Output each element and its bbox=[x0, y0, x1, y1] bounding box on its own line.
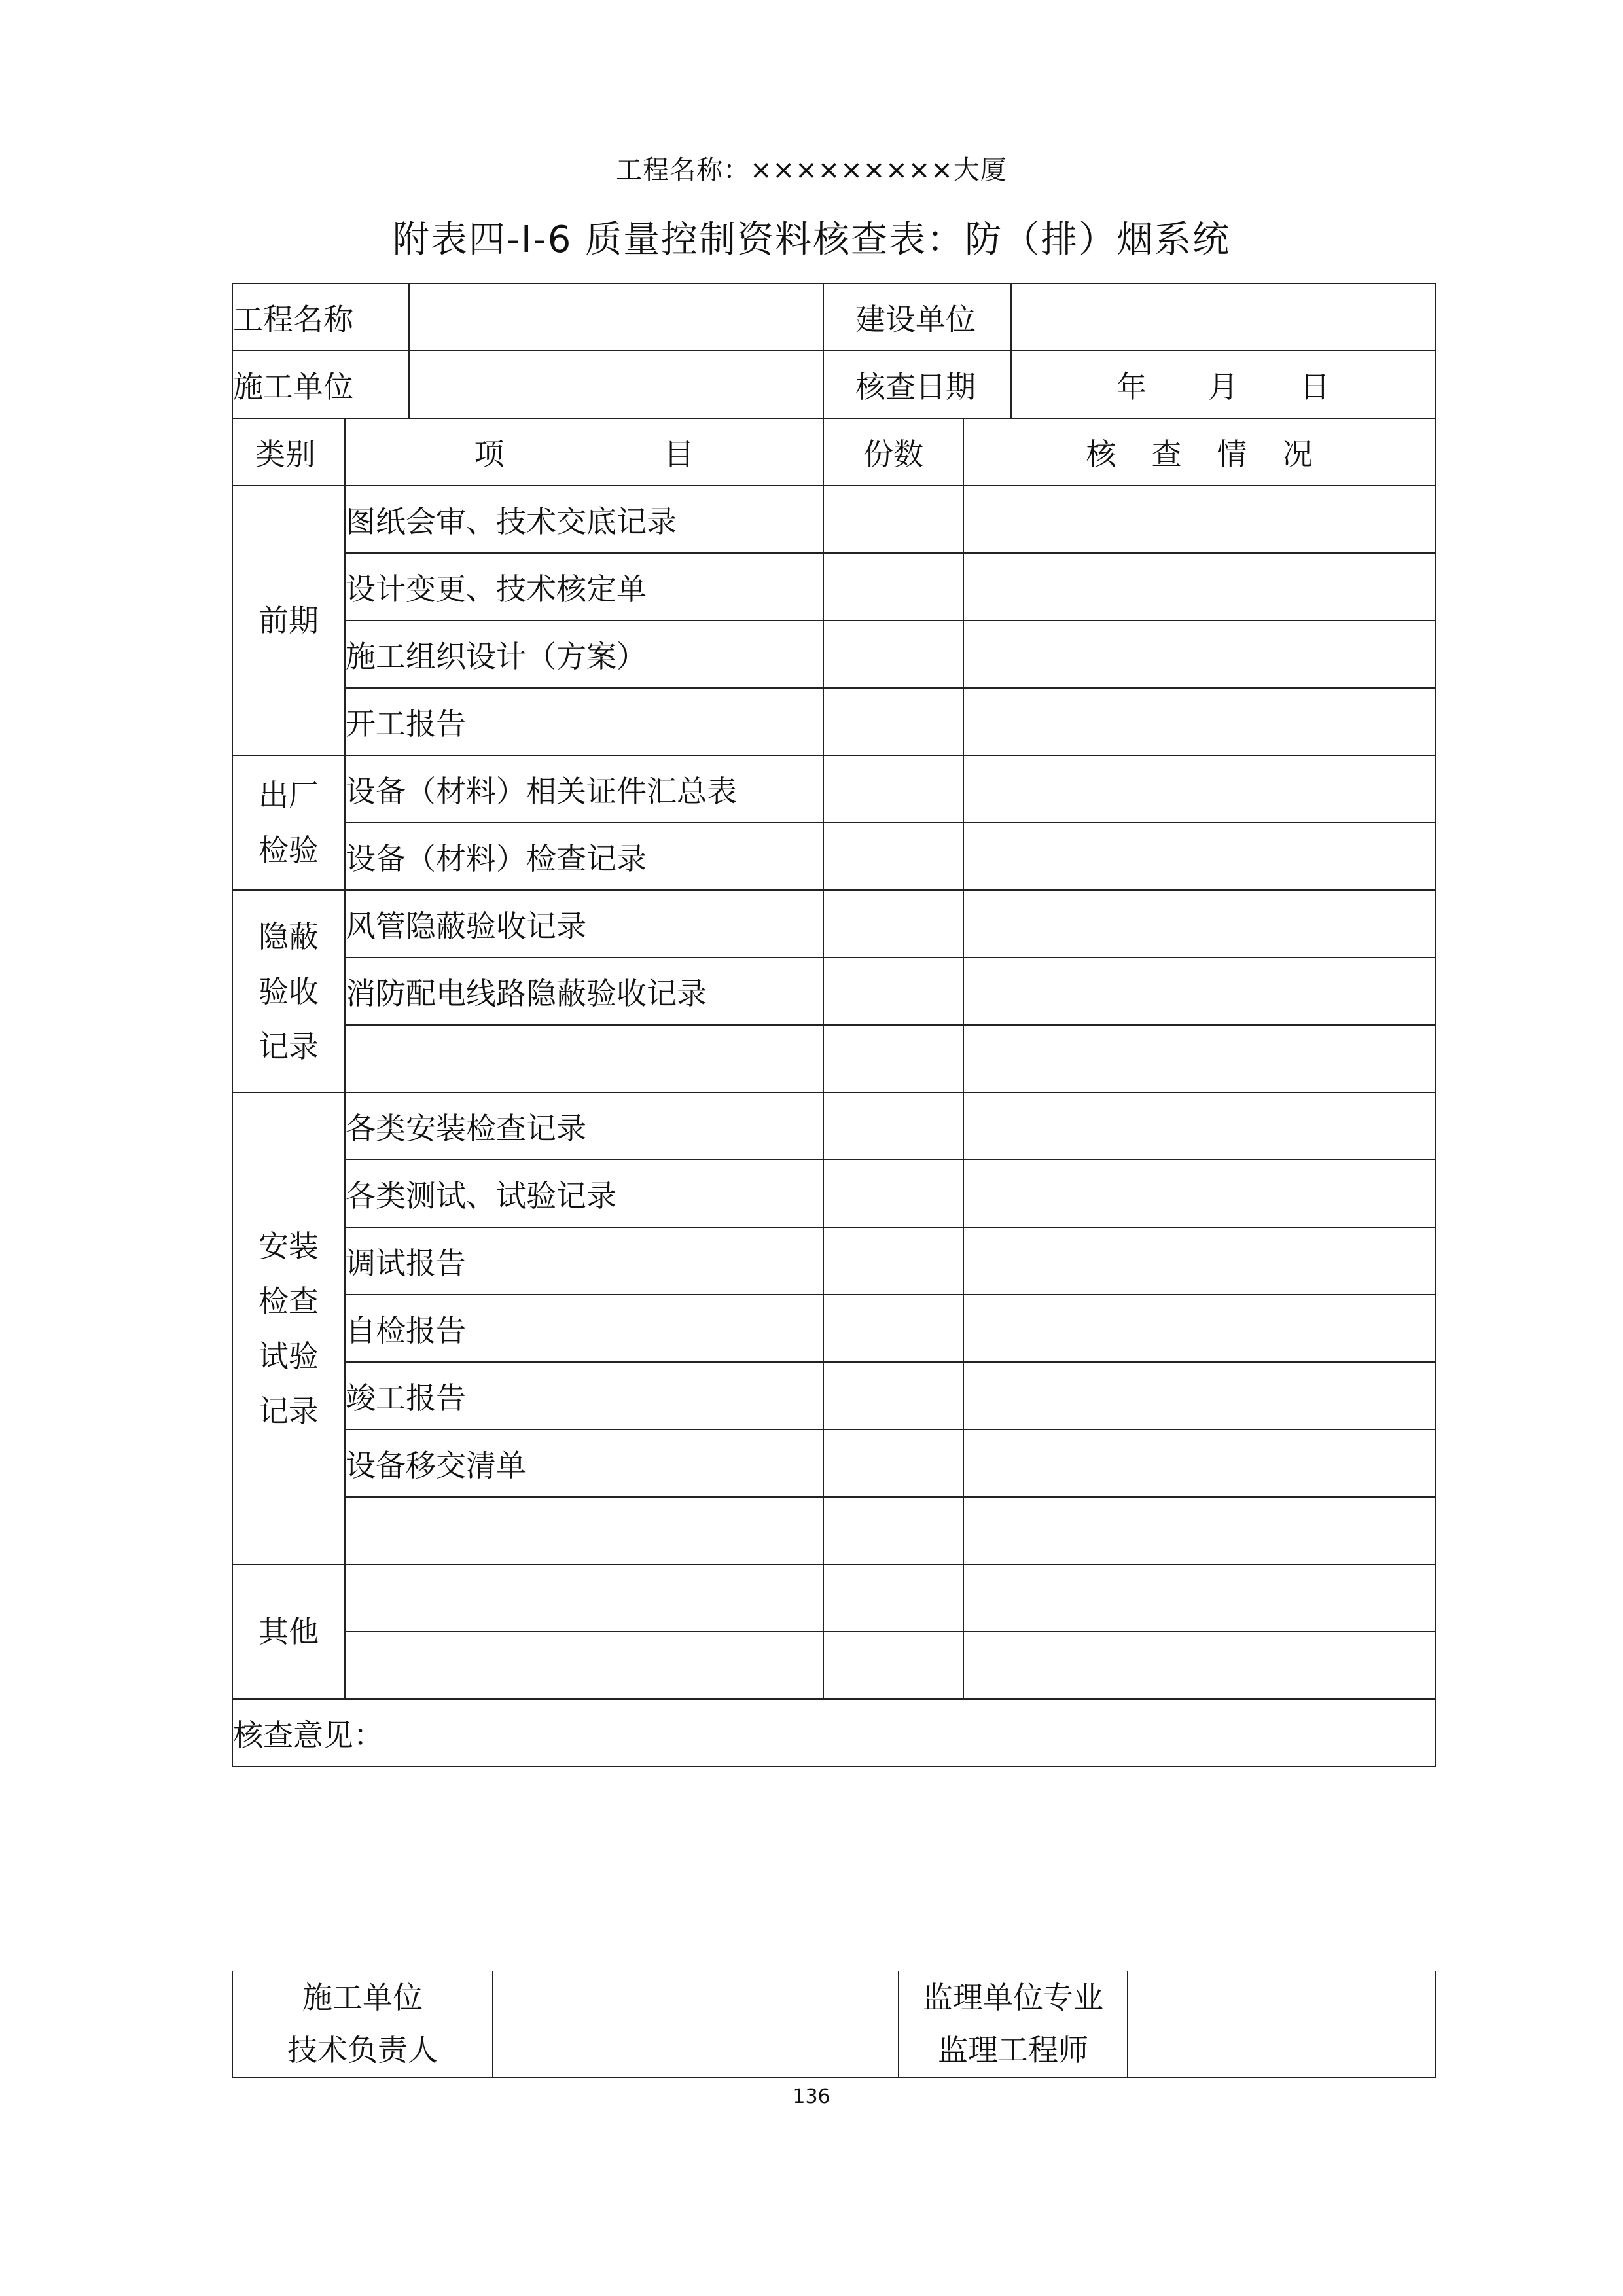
copies-cell[interactable] bbox=[823, 1362, 963, 1429]
contractor-field[interactable] bbox=[409, 351, 823, 418]
copies-cell[interactable] bbox=[823, 1160, 963, 1227]
table-row bbox=[232, 1295, 1435, 1362]
item-cell: 各类测试、试验记录 bbox=[345, 1160, 823, 1227]
status-header bbox=[963, 418, 1435, 486]
item-header bbox=[345, 418, 823, 486]
contractor-tech-lead-label bbox=[232, 1971, 493, 2077]
status-cell[interactable] bbox=[963, 755, 1435, 823]
item-cell: 风管隐蔽验收记录 bbox=[345, 890, 823, 958]
copies-cell[interactable] bbox=[823, 1295, 963, 1362]
column-header-row bbox=[232, 418, 1435, 486]
check-date-label: 核查日期 bbox=[823, 351, 1011, 418]
table-row bbox=[232, 486, 1435, 553]
date-year: 年 bbox=[1116, 368, 1147, 404]
signature-row bbox=[232, 1971, 1435, 2077]
copies-cell[interactable] bbox=[823, 1564, 963, 1632]
item-cell: 设备（材料）检查记录 bbox=[345, 823, 823, 890]
item-cell bbox=[345, 1025, 823, 1092]
project-name-field[interactable] bbox=[409, 283, 823, 351]
copies-cell[interactable] bbox=[823, 1025, 963, 1092]
table-row bbox=[232, 1227, 1435, 1295]
category-label: 安装 bbox=[259, 1228, 319, 1264]
category-label: 检查 bbox=[259, 1283, 319, 1319]
category-cell bbox=[232, 755, 345, 890]
copies-cell[interactable] bbox=[823, 890, 963, 958]
sign-left-line-2: 技术负责人 bbox=[287, 2032, 438, 2068]
opinion-label: 核查意见： bbox=[233, 1717, 383, 1753]
group-rows bbox=[232, 486, 1435, 1699]
category-label: 检验 bbox=[259, 833, 319, 868]
status-header-char-3: 情 bbox=[1217, 436, 1247, 472]
status-cell[interactable] bbox=[963, 1497, 1435, 1564]
copies-cell[interactable] bbox=[823, 1632, 963, 1699]
copies-cell[interactable] bbox=[823, 688, 963, 755]
copies-cell[interactable] bbox=[823, 1227, 963, 1295]
status-header-char-4: 况 bbox=[1282, 436, 1313, 472]
sign-right-line-1: 监理单位专业 bbox=[923, 1980, 1103, 2015]
item-cell: 开工报告 bbox=[345, 688, 823, 755]
status-cell[interactable] bbox=[963, 823, 1435, 890]
item-cell: 各类安装检查记录 bbox=[345, 1092, 823, 1160]
project-name-line: 工程名称：×××××××××大厦 bbox=[616, 155, 1007, 185]
table-row bbox=[232, 823, 1435, 890]
item-cell bbox=[345, 1632, 823, 1699]
table-row bbox=[232, 755, 1435, 823]
status-cell[interactable] bbox=[963, 620, 1435, 688]
opinion-cell[interactable] bbox=[232, 1699, 1435, 1767]
item-cell: 设备（材料）相关证件汇总表 bbox=[345, 755, 823, 823]
table-row bbox=[232, 688, 1435, 755]
project-name-label: 工程名称 bbox=[232, 283, 409, 351]
item-header-char-1: 项 bbox=[474, 436, 505, 472]
date-month: 月 bbox=[1208, 368, 1238, 404]
category-label: 记录 bbox=[259, 1393, 319, 1429]
category-label: 记录 bbox=[259, 1028, 319, 1064]
item-cell: 图纸会审、技术交底记录 bbox=[345, 486, 823, 553]
status-cell[interactable] bbox=[963, 958, 1435, 1025]
category-header: 类别 bbox=[232, 418, 345, 486]
status-header-char-2: 查 bbox=[1151, 436, 1182, 472]
table-row bbox=[232, 620, 1435, 688]
supervisor-signature-field[interactable] bbox=[1128, 1971, 1435, 2077]
page-title: 附表四-Ⅰ-6 质量控制资料核查表：防（排）烟系统 bbox=[392, 219, 1231, 261]
supervisor-label bbox=[899, 1971, 1128, 2077]
item-cell bbox=[345, 1497, 823, 1564]
status-cell[interactable] bbox=[963, 1025, 1435, 1092]
category-label: 出厂 bbox=[259, 778, 319, 813]
table-row bbox=[232, 1497, 1435, 1564]
info-row-contractor bbox=[232, 351, 1435, 418]
copies-cell[interactable] bbox=[823, 553, 963, 620]
copies-cell[interactable] bbox=[823, 1497, 963, 1564]
item-cell: 设备移交清单 bbox=[345, 1429, 823, 1497]
status-cell[interactable] bbox=[963, 1092, 1435, 1160]
category-label: 其他 bbox=[259, 1614, 319, 1649]
copies-cell[interactable] bbox=[823, 755, 963, 823]
sign-right-line-2: 监理工程师 bbox=[938, 2032, 1088, 2068]
status-header-char-1: 核 bbox=[1086, 436, 1116, 472]
item-cell: 设计变更、技术核定单 bbox=[345, 553, 823, 620]
table-row bbox=[232, 1160, 1435, 1227]
status-cell[interactable] bbox=[963, 688, 1435, 755]
status-cell[interactable] bbox=[963, 1429, 1435, 1497]
category-label: 验收 bbox=[259, 973, 319, 1009]
category-cell bbox=[232, 486, 345, 755]
table-row bbox=[232, 890, 1435, 958]
copies-cell[interactable] bbox=[823, 958, 963, 1025]
status-cell[interactable] bbox=[963, 890, 1435, 958]
status-cell[interactable] bbox=[963, 553, 1435, 620]
contractor-signature-field[interactable] bbox=[493, 1971, 899, 2077]
item-cell: 消防配电线路隐蔽验收记录 bbox=[345, 958, 823, 1025]
table-row bbox=[232, 958, 1435, 1025]
category-cell bbox=[232, 890, 345, 1092]
contractor-label: 施工单位 bbox=[232, 351, 409, 418]
table-row bbox=[232, 1632, 1435, 1699]
table-row bbox=[232, 1362, 1435, 1429]
check-date-field[interactable] bbox=[1011, 351, 1435, 418]
copies-cell[interactable] bbox=[823, 1429, 963, 1497]
category-label: 试验 bbox=[259, 1338, 319, 1374]
category-label: 隐蔽 bbox=[259, 918, 319, 954]
table-row bbox=[232, 553, 1435, 620]
date-day: 日 bbox=[1300, 368, 1330, 404]
category-label: 前期 bbox=[259, 603, 319, 638]
table-row bbox=[232, 1025, 1435, 1092]
item-cell: 调试报告 bbox=[345, 1227, 823, 1295]
status-cell[interactable] bbox=[963, 486, 1435, 553]
copies-cell[interactable] bbox=[823, 1092, 963, 1160]
status-cell[interactable] bbox=[963, 1564, 1435, 1632]
copies-cell[interactable] bbox=[823, 823, 963, 890]
status-cell[interactable] bbox=[963, 1227, 1435, 1295]
builder-label: 建设单位 bbox=[823, 283, 1011, 351]
builder-field[interactable] bbox=[1011, 283, 1435, 351]
item-cell: 竣工报告 bbox=[345, 1362, 823, 1429]
copies-cell[interactable] bbox=[823, 486, 963, 553]
table-row bbox=[232, 1564, 1435, 1632]
table-row bbox=[232, 1092, 1435, 1160]
table-row bbox=[232, 1429, 1435, 1497]
status-cell[interactable] bbox=[963, 1160, 1435, 1227]
opinion-row bbox=[232, 1699, 1435, 1767]
copies-cell[interactable] bbox=[823, 620, 963, 688]
quality-check-table bbox=[232, 283, 1436, 1767]
status-cell[interactable] bbox=[963, 1362, 1435, 1429]
status-cell[interactable] bbox=[963, 1632, 1435, 1699]
item-cell bbox=[345, 1564, 823, 1632]
status-cell[interactable] bbox=[963, 1295, 1435, 1362]
item-cell: 施工组织设计（方案） bbox=[345, 620, 823, 688]
item-header-char-2: 目 bbox=[664, 436, 694, 472]
signature-table bbox=[232, 1971, 1436, 2078]
item-cell: 自检报告 bbox=[345, 1295, 823, 1362]
category-cell bbox=[232, 1092, 345, 1564]
sign-left-line-1: 施工单位 bbox=[302, 1980, 423, 2015]
info-row-project bbox=[232, 283, 1435, 351]
page-number: 136 bbox=[793, 2085, 830, 2108]
category-cell bbox=[232, 1564, 345, 1699]
copies-header: 份数 bbox=[823, 418, 963, 486]
